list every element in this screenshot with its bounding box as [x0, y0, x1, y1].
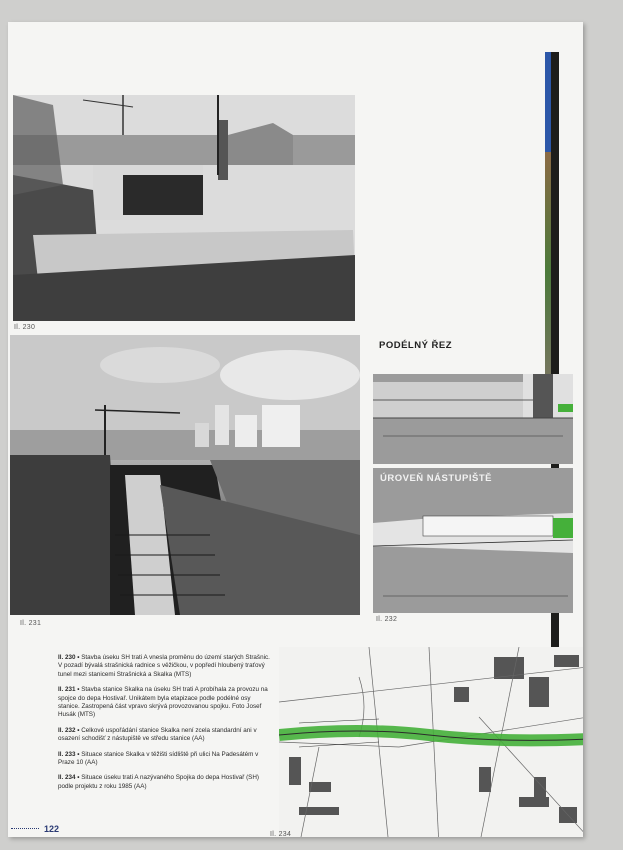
figure-label-230: Il. 230: [14, 324, 36, 331]
figure-label-234: Il. 234: [270, 831, 292, 837]
caption-231-text: Stavba stanice Skalka na úseku SH trati A probíhala za provozu na spojce do depa Hostivař. Unikátem byla etapizace podle podélné osy stanice. Zastropená část vpravo skrývá provozovanou spojku. Foto Josef Husák (MTS): [58, 686, 268, 719]
caption-233-text: Situace stanice Skalka v těžišti sídliště při ulici Na Padesátém v Praze 10 (AA): [58, 750, 259, 767]
plan-title-platform-level: ÚROVEŇ NÁSTUPIŠTĚ: [380, 473, 492, 484]
plan-platform-level: [373, 468, 573, 613]
caption-232-text: Celkové uspořádání stanice Skalka není zcela standardní ani v osazení schodišť z nástupiště ve středu stanice (AA): [58, 726, 257, 743]
caption-231: [58, 686, 270, 720]
page-number: 122: [44, 824, 60, 834]
book-page: [8, 22, 583, 837]
plan-longitudinal-section: [373, 374, 573, 464]
caption-230-number: Il. 230 •: [58, 654, 80, 661]
caption-234: [58, 774, 270, 791]
figure-label-231: Il. 231: [20, 620, 42, 627]
page-number-leader: [11, 828, 39, 829]
caption-234-number: Il. 234 •: [58, 774, 80, 782]
caption-233: [58, 751, 270, 768]
caption-232-number: Il. 232 •: [58, 726, 80, 734]
map-234-route-plan: [279, 647, 583, 837]
caption-column: [58, 654, 270, 798]
caption-233-number: Il. 233 •: [58, 750, 80, 758]
caption-232: [58, 727, 270, 744]
caption-231-number: Il. 231 •: [58, 686, 80, 694]
caption-230-text: Stavba úseku SH trati A vnesla proměnu do území starých Strašnic. V pozadí bývalá strašnická radnice s věžičkou, v popředí hloubený traťový tunel mezi stanicemi Strašnická a Skalka (MTS): [58, 654, 270, 678]
caption-234-text: Situace úseku trati A nazývaného Spojka do depa Hostivař (SH) podle projektu z roku 1985 (AA): [58, 774, 260, 790]
figure-label-232: Il. 232: [376, 616, 398, 623]
caption-230: [58, 654, 270, 679]
photo-231-station-construction: [10, 335, 360, 615]
plan-title-longitudinal-section: PODÉLNÝ ŘEZ: [379, 340, 453, 351]
photo-230-construction-site: [13, 95, 355, 321]
